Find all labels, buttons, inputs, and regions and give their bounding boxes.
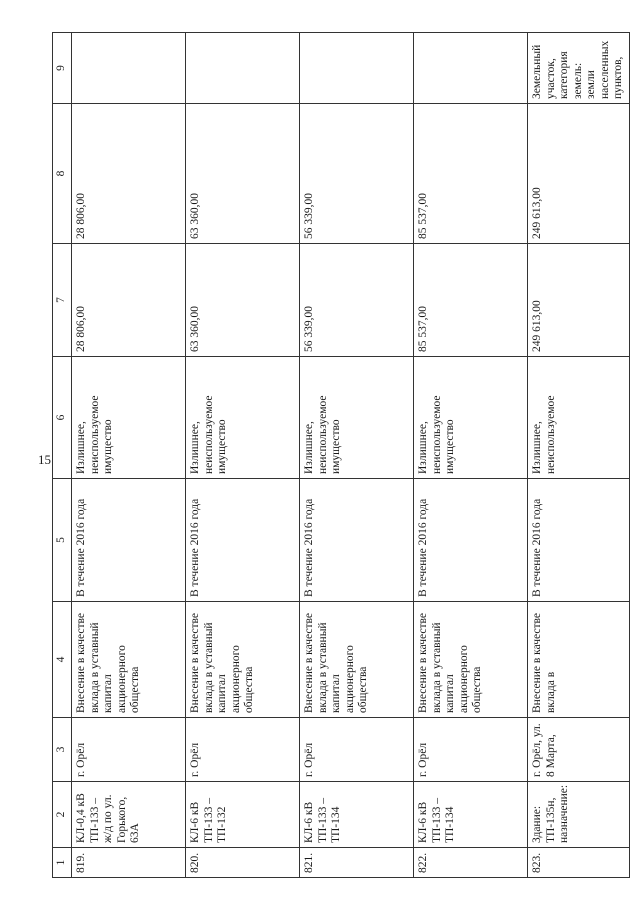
header-cell: 7 xyxy=(53,244,72,357)
term: В течение 2016 года xyxy=(72,479,186,602)
value-col8: 28 806,00 xyxy=(72,104,186,244)
reason: Излишнее, неиспользуемое имущество xyxy=(186,357,300,479)
location: г. Орёл xyxy=(300,718,414,782)
table-row xyxy=(186,33,300,878)
page-number: 15 xyxy=(38,452,51,467)
rotated-page xyxy=(52,33,625,878)
term: В течение 2016 года xyxy=(186,479,300,602)
value-col8: 85 537,00 xyxy=(414,104,528,244)
header-cell: 3 xyxy=(53,718,72,782)
header-cell: 9 xyxy=(53,33,72,104)
value-col7: 63 360,00 xyxy=(186,244,300,357)
row-number: 822. xyxy=(414,848,528,878)
privatization-method: Внесение в качестве вклада в уставный капитал акционерного общества xyxy=(300,602,414,718)
term: В течение 2016 года xyxy=(528,479,630,602)
object-name: КЛ-0,4 кВ ТП-133 – ж/д по ул. Горького, 63А xyxy=(72,782,186,848)
value-col7: 85 537,00 xyxy=(414,244,528,357)
header-cell: 1 xyxy=(53,848,72,878)
reason: Излишнее, неиспользуемое имущество xyxy=(300,357,414,479)
header-cell: 4 xyxy=(53,602,72,718)
row-number: 823. xyxy=(528,848,630,878)
reason: Излишнее, неиспользуемое имущество xyxy=(414,357,528,479)
property-table xyxy=(52,32,630,878)
location: г. Орёл xyxy=(72,718,186,782)
object-name: КЛ-6 кВ ТП-133 – ТП-132 xyxy=(186,782,300,848)
value-col7: 56 339,00 xyxy=(300,244,414,357)
object-name: Здание: ТП-135н, назначение: xyxy=(528,782,630,848)
term: В течение 2016 года xyxy=(300,479,414,602)
location: г. Орёл xyxy=(414,718,528,782)
term: В течение 2016 года xyxy=(414,479,528,602)
value-col7: 249 613,00 xyxy=(528,244,630,357)
privatization-method: Внесение в качестве вклада в xyxy=(528,602,630,718)
reason: Излишнее, неиспользуемое имущество xyxy=(72,357,186,479)
value-col8: 63 360,00 xyxy=(186,104,300,244)
object-name: КЛ-6 кВ ТП-133 – ТП-134 xyxy=(414,782,528,848)
privatization-method: Внесение в качестве вклада в уставный капитал акционерного общества xyxy=(72,602,186,718)
value-col8: 56 339,00 xyxy=(300,104,414,244)
row-number: 819. xyxy=(72,848,186,878)
table-row xyxy=(300,33,414,878)
header-cell: 8 xyxy=(53,104,72,244)
header-row xyxy=(53,33,72,878)
header-cell: 5 xyxy=(53,479,72,602)
table-row xyxy=(528,33,630,878)
land-info xyxy=(414,33,528,104)
land-info xyxy=(300,33,414,104)
row-number: 820. xyxy=(186,848,300,878)
table-row xyxy=(72,33,186,878)
table-row xyxy=(414,33,528,878)
value-col7: 28 806,00 xyxy=(72,244,186,357)
header-cell: 2 xyxy=(53,782,72,848)
header-cell: 6 xyxy=(53,357,72,479)
location: г. Орёл, ул. 8 Марта, xyxy=(528,718,630,782)
privatization-method: Внесение в качестве вклада в уставный капитал акционерного общества xyxy=(186,602,300,718)
value-col8: 249 613,00 xyxy=(528,104,630,244)
row-number: 821. xyxy=(300,848,414,878)
object-name: КЛ-6 кВ ТП-133 – ТП-134 xyxy=(300,782,414,848)
location: г. Орёл xyxy=(186,718,300,782)
land-info xyxy=(72,33,186,104)
privatization-method: Внесение в качестве вклада в уставный капитал акционерного общества xyxy=(414,602,528,718)
reason: Излишнее, неиспользуемое xyxy=(528,357,630,479)
land-info: Земельный участок, категория земель: земли населенных пунктов, xyxy=(528,33,630,104)
land-info xyxy=(186,33,300,104)
